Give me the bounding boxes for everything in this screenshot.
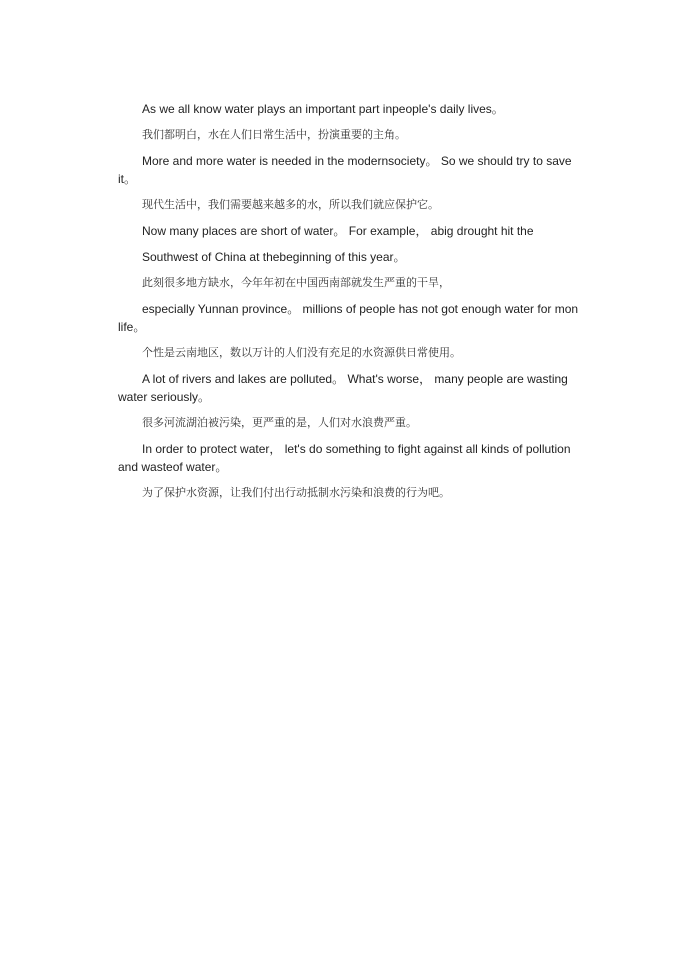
paragraph-11: 很多河流湖泊被污染，更严重的是，人们对水浪费严重。: [142, 416, 417, 429]
paragraph-6: Southwest of China at thebeginning of this year。: [142, 250, 406, 264]
document-body: [118, 100, 582, 510]
paragraph-5: Now many places are short of water。 For example， abig drought hit the: [142, 224, 534, 238]
paragraph-10: A lot of rivers and lakes are polluted。 What's worse， many people are wasting water seriously。: [118, 372, 568, 404]
paragraph-8: especially Yunnan province。 millions of people has not got enough water for mon life。: [118, 302, 579, 334]
paragraph-3: More and more water is needed in the modernsociety。 So we should try to save it。: [118, 154, 572, 186]
paragraph-13: 为了保护水资源，让我们付出行动抵制水污染和浪费的行为吧。: [142, 486, 450, 499]
paragraph-9: 个性是云南地区，数以万计的人们没有充足的水资源供日常使用。: [142, 346, 461, 359]
paragraph-2: 我们都明白，水在人们日常生活中，扮演重要的主角。: [142, 128, 406, 141]
paragraph-4: 现代生活中，我们需要越来越多的水，所以我们就应保护它。: [142, 198, 439, 211]
paragraph-12: In order to protect water， let's do something to fight against all kinds of pollution and wasteof water。: [118, 442, 571, 474]
paragraph-1: As we all know water plays an important part inpeople's daily lives。: [142, 102, 504, 116]
paragraph-7: 此刻很多地方缺水，今年年初在中国西南部就发生严重的干旱，: [142, 276, 450, 289]
